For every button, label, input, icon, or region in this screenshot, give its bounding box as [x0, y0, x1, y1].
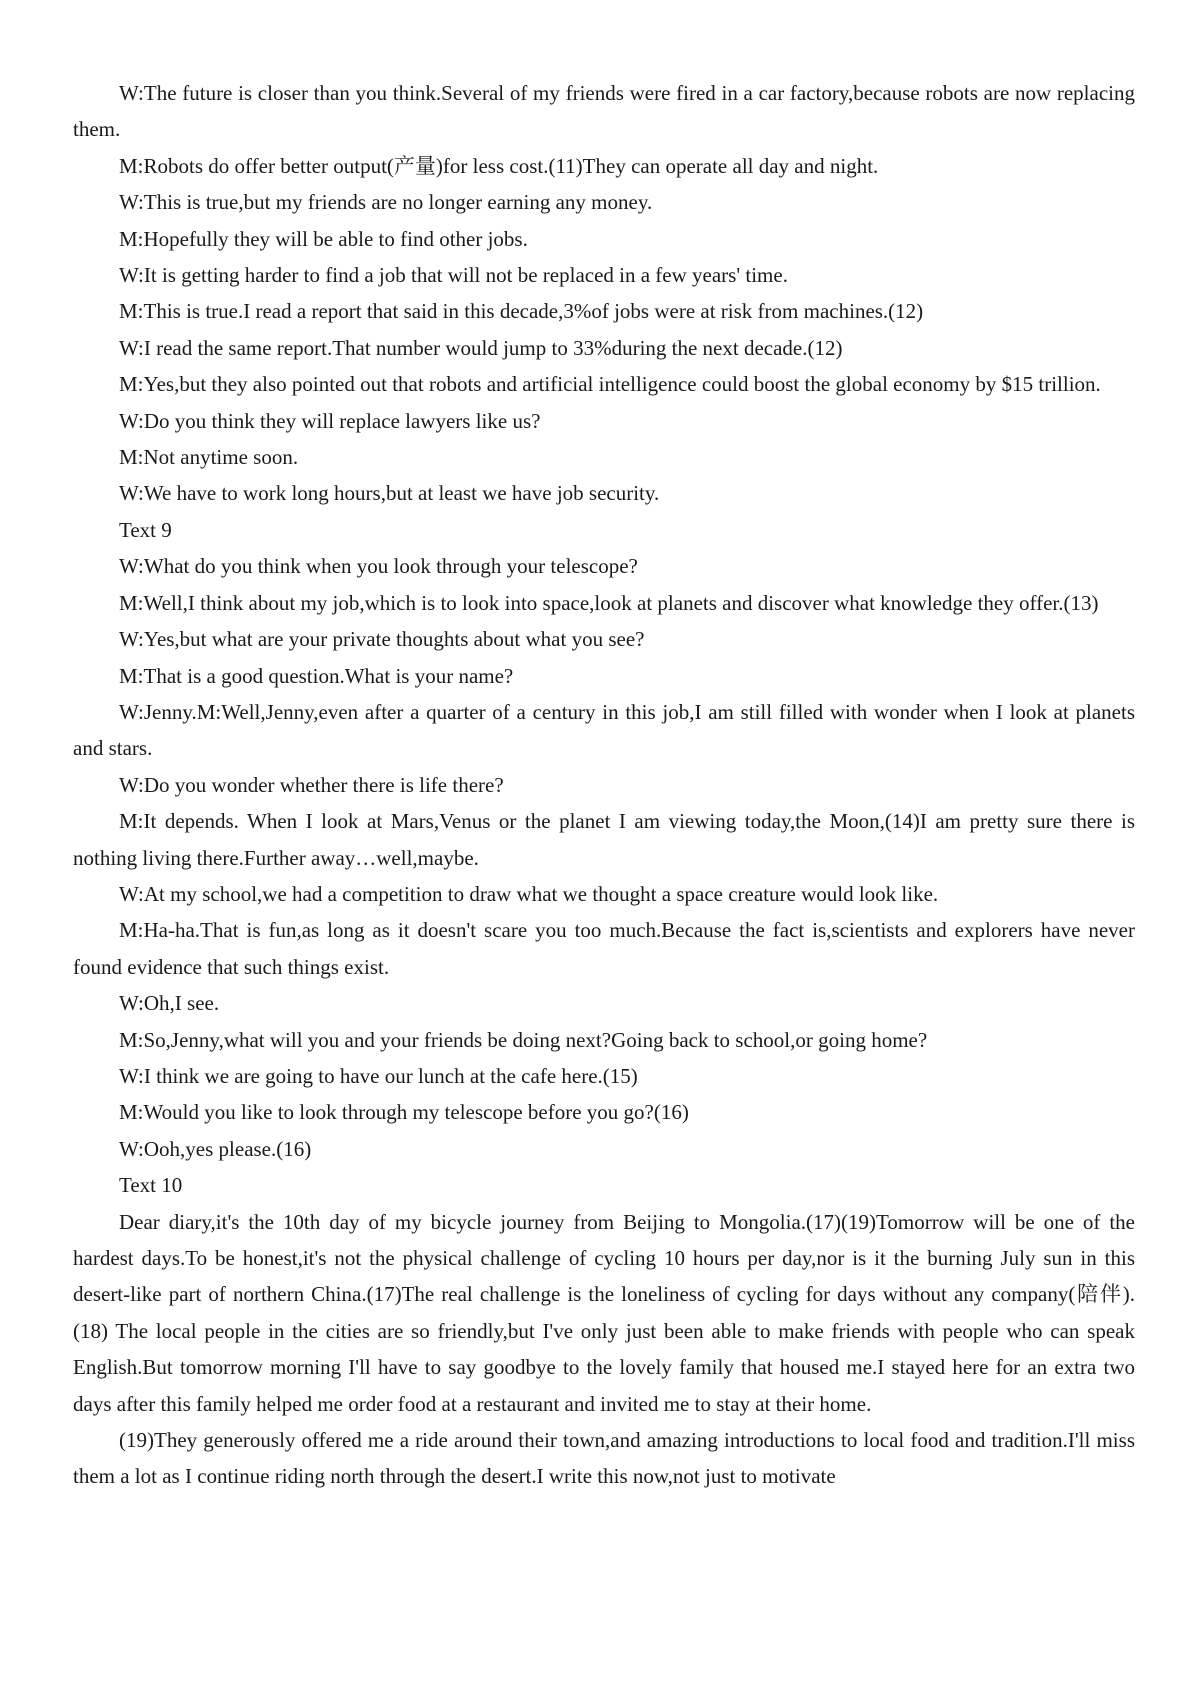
- paragraph: W:Do you think they will replace lawyers like us?: [119, 408, 541, 433]
- paragraph: M:Would you like to look through my telescope before you go?(16): [119, 1100, 689, 1125]
- paragraph: M:Hopefully they will be able to find other jobs.: [119, 226, 528, 251]
- paragraph: M:Yes,but they also pointed out that robots and artificial intelligence could boost the global economy by $15 trillion.: [119, 372, 1101, 397]
- paragraph: W:Oh,I see.: [119, 991, 220, 1016]
- paragraph: M:Ha-ha.That is fun,as long as it doesn't scare you too much.Because the fact is,scientists and explorers have never found evidence that such things exist.: [73, 918, 1135, 979]
- paragraph: W:Do you wonder whether there is life there?: [119, 772, 504, 797]
- paragraph: (19)They generously offered me a ride around their town,and amazing introductions to local food and tradition.I'll miss them a lot as I continue riding north through the desert.I write this now,not just to motivate: [73, 1428, 1135, 1489]
- section-heading: Text 10: [119, 1173, 183, 1198]
- paragraph: W:We have to work long hours,but at least we have job security.: [119, 481, 660, 506]
- paragraph: M:Robots do offer better output(产量)for less cost.(11)They can operate all day and night.: [119, 153, 879, 178]
- paragraph: M:Well,I think about my job,which is to look into space,look at planets and discover what knowledge they offer.(13): [119, 590, 1099, 615]
- paragraph: M:It depends. When I look at Mars,Venus or the planet I am viewing today,the Moon,(14)I am pretty sure there is nothing living there.Further away…well,maybe.: [73, 809, 1135, 870]
- document-body: [73, 75, 1135, 1495]
- paragraph: W:The future is closer than you think.Several of my friends were fired in a car factory,because robots are now replacing them.: [73, 81, 1135, 142]
- paragraph: Dear diary,it's the 10th day of my bicycle journey from Beijing to Mongolia.(17)(19)Tomorrow will be one of the hardest days.To be honest,it's not the physical challenge of cycling 10 hours per day,nor is it the burning July sun in this desert-like part of northern China.(17)The real challenge is the loneliness of cycling for days without any company(陪伴).(18) The local people in the cities are so friendly,but I've only just been able to make friends with people who can speak English.But tomorrow morning I'll have to say goodbye to the lovely family that housed me.I stayed here for an extra two days after this family helped me order food at a restaurant and invited me to stay at their home.: [73, 1209, 1135, 1416]
- paragraph: W:I think we are going to have our lunch at the cafe here.(15): [119, 1063, 638, 1088]
- paragraph: W:Jenny.M:Well,Jenny,even after a quarter of a century in this job,I am still filled with wonder when I look at planets and stars.: [73, 699, 1135, 761]
- paragraph: M:So,Jenny,what will you and your friends be doing next?Going back to school,or going home?: [119, 1027, 928, 1052]
- paragraph: M:Not anytime soon.: [119, 445, 299, 470]
- paragraph: W:I read the same report.That number would jump to 33%during the next decade.(12): [119, 335, 843, 360]
- paragraph: W:Yes,but what are your private thoughts about what you see?: [119, 627, 645, 652]
- section-heading: Text 9: [119, 517, 172, 542]
- paragraph: W:It is getting harder to find a job that will not be replaced in a few years' time.: [119, 263, 788, 288]
- paragraph: W:Ooh,yes please.(16): [119, 1136, 312, 1161]
- paragraph: W:What do you think when you look through your telescope?: [119, 554, 638, 579]
- paragraph: W:This is true,but my friends are no longer earning any money.: [119, 190, 653, 215]
- paragraph: M:This is true.I read a report that said in this decade,3%of jobs were at risk from machines.(12): [119, 299, 924, 324]
- paragraph: W:At my school,we had a competition to draw what we thought a space creature would look like.: [119, 881, 939, 906]
- paragraph: M:That is a good question.What is your name?: [119, 663, 514, 688]
